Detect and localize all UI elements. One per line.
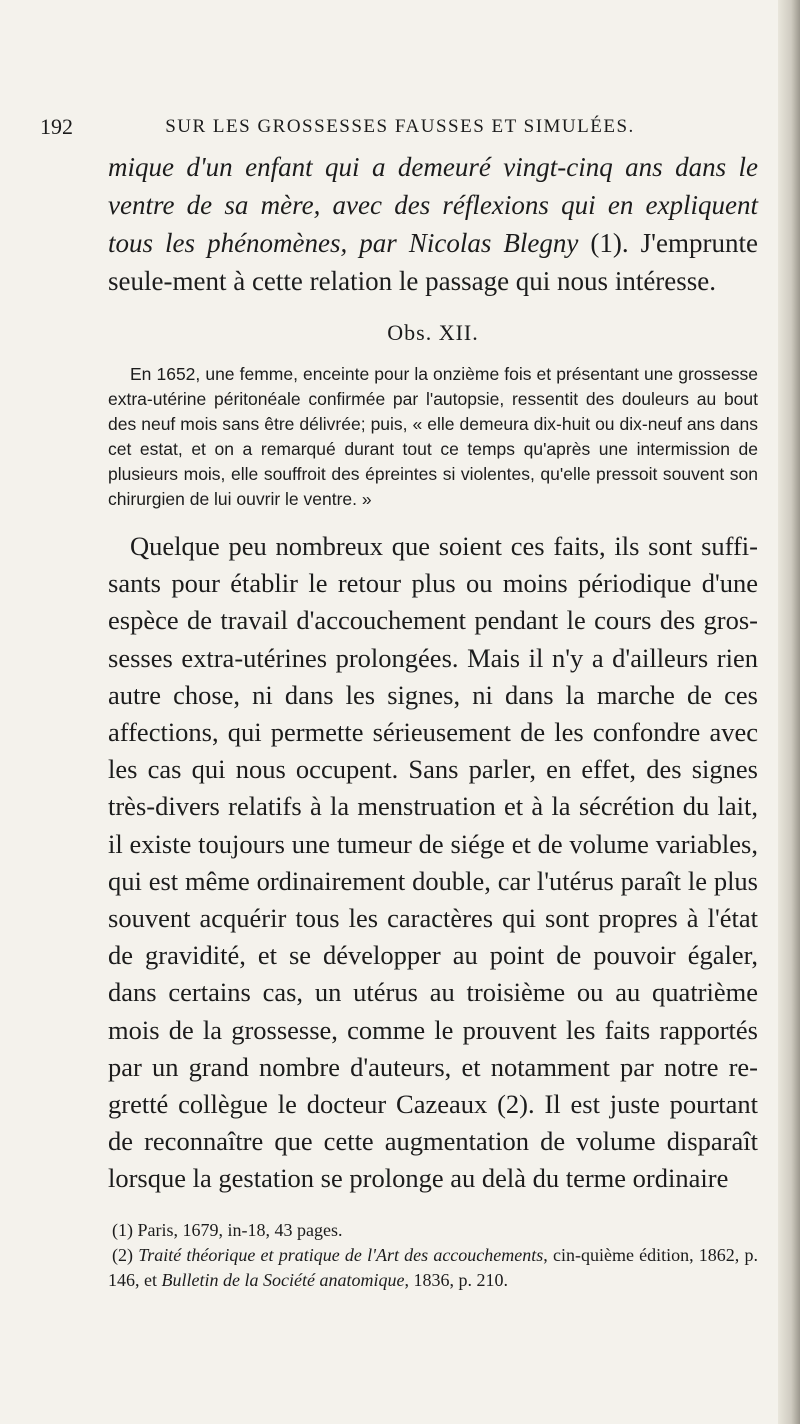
- lead-paragraph: [108, 148, 758, 300]
- footnote-2-title: Traité théorique et pratique de l'Art des accouchements: [138, 1244, 544, 1265]
- page-number: 192: [40, 114, 73, 139]
- footnote-2-number: (2): [112, 1244, 139, 1265]
- footnote-1: (1) Paris, 1679, in-18, 43 pages.: [112, 1219, 343, 1240]
- page-content: [108, 148, 758, 1293]
- page-binding-edge: [778, 0, 800, 1424]
- footnote-2-end: , 1836, p. 210.: [404, 1269, 508, 1290]
- page-header: [40, 114, 760, 144]
- observation-text: En 1652, une femme, enceinte pour la onzième fois et présentant une grossesse extra-utérine péritonéale confirmée par l'autopsie, ressentit des douleurs au bout des neuf mois sans être délivrée; puis, « elle demeura dix-huit ou dix-neuf ans dans cet estat, et on a remarqué durant tout ce temps qu'après une intermission de plusieurs mois, elle souffroit des épreintes si violentes, qu'elle pressoit souvent son chirurgien de lui ouvrir le ventre. »: [108, 364, 758, 509]
- observation-heading: Obs. XII.: [387, 320, 479, 345]
- footnote-2-journal: Bulletin de la Société anatomique: [161, 1269, 405, 1290]
- lead-italic-title: mique d'un enfant qui a demeuré vingt-cinq ans dans le ventre de sa mère, avec des réflexions qui en expliquent tous les phénomènes, par Nicolas Blegny: [108, 152, 758, 258]
- lead-rest: . J'emprunte seule-ment à cette relation le passage qui nous intéresse.: [108, 228, 759, 296]
- footnote-2-mid: , cin-quième édition, 1862, p. 146, et: [108, 1244, 758, 1290]
- footnote-ref-1: (1): [578, 228, 622, 258]
- footnote-2: [108, 1243, 758, 1293]
- running-title: SUR LES GROSSESSES FAUSSES ET SIMULÉES.: [165, 116, 635, 137]
- main-paragraph: Quelque peu nombreux que soient ces faits, ils sont suffi-sants pour établir le retour plus ou moins périodique d'une espèce de travail d'accouchement pendant le cours des gros-sesses extra-utérines prolongées. Mais il n'y a d'ailleurs rien autre chose, ni dans les signes, ni dans la marche de ces affections, qui permette sérieusement de les confondre avec les cas qui nous occupent. Sans parler, en effet, des signes très-divers relatifs à la menstruation et à la sécrétion du lait, il existe toujours une tumeur de siége et de volume variables, qui est même ordinairement double, car l'utérus paraît le plus souvent acquérir tous les caractères qui sont propres à l'état de gravidité, et se développer au point de pouvoir égaler, dans certains cas, un utérus au troisième ou au quatrième mois de la grossesse, comme le prouvent les faits rapportés par un grand nombre d'auteurs, et notamment par notre re-gretté collègue le docteur Cazeaux (2). Il est juste pourtant de reconnaître que cette augmentation de volume disparaît lorsque la gestation se prolonge au delà du terme ordinaire: [108, 531, 758, 1194]
- footnotes: [108, 1218, 758, 1293]
